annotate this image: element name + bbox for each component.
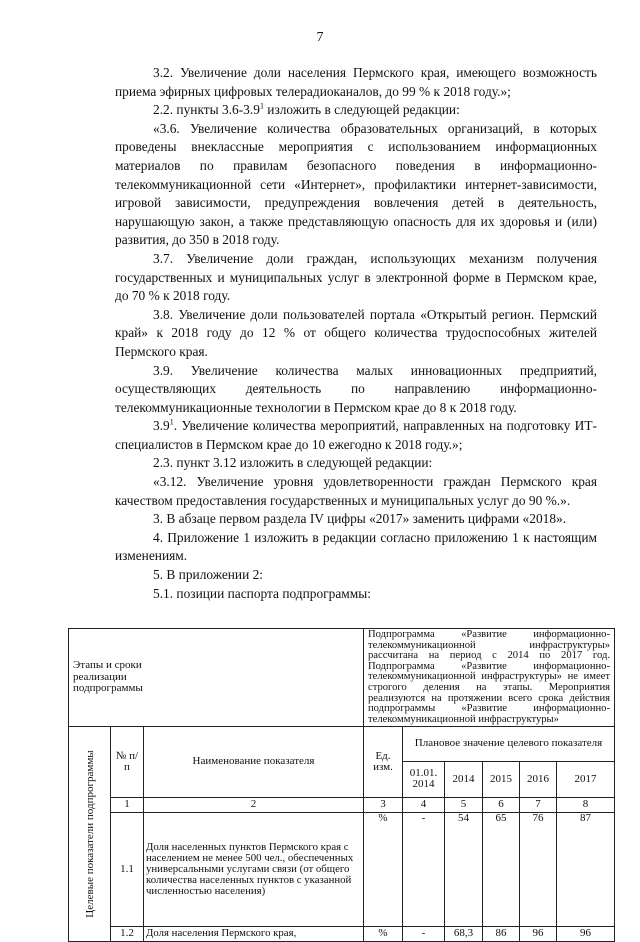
paragraph-text: Увеличение доли населения Пермского края, имеющего возможность приема эфирных цифровых телерадиоканалов, до 99 % к 2018 году.»; (115, 65, 597, 99)
column-number: 8 (557, 798, 615, 813)
row-unit: % (364, 812, 403, 926)
paragraph-3-9: 3.9. Увеличение количества малых инновационных предприятий, осуществляющих деятельность по направлению информационно-телекоммуникационные технологии в Пермском крае до 8 к 2018 году. (115, 362, 597, 415)
header-unit: Ед. изм. (364, 727, 403, 798)
row-unit: % (364, 926, 403, 941)
row-name: Доля населения Пермского края, (144, 926, 364, 941)
page-number: 7 (316, 30, 324, 45)
superscript: 1 (169, 417, 174, 427)
target-indicators-label-cell (69, 727, 111, 942)
header-year: 2016 (520, 761, 557, 797)
row-value: - (403, 926, 445, 941)
row-value: 76 (520, 812, 557, 926)
row-value: 65 (483, 812, 520, 926)
header-name: Наименование показателя (144, 727, 364, 798)
header-year: 2017 (557, 761, 615, 797)
paragraph-text: изложить в следующей редакции: (263, 102, 460, 118)
paragraph-5: 5. В приложении 2: (153, 567, 264, 583)
header-year: 2015 (483, 761, 520, 797)
paragraph-number: 3.2. (153, 65, 174, 80)
column-number: 4 (403, 798, 445, 813)
row-value: - (403, 812, 445, 926)
paragraph-3-12: «3.12. Увеличение уровня удовлетворенности граждан Пермского края качеством предоставления государственных и муниципальных услуг до 90 %.». (115, 474, 597, 508)
stages-label-cell (69, 629, 364, 727)
paragraph-3-6: «3.6. Увеличение количества образовательных организаций, в которых проведены внеклассные мероприятия с использованием информационных материалов по правилам безопасного поведения в информационно-телекоммуникационной сети «Интернет», профилактики интернет-зависимости, игровой зависимости, предупреждения вовлечения детей в деятельность, нарушающую закон, а также представляющую опасность для их здоровья и (или) развития, до 350 в 2018 году. (115, 120, 597, 248)
paragraph-2-2 (115, 101, 597, 120)
column-number: 5 (445, 798, 483, 813)
paragraph-5-1: 5.1. позиции паспорта подпрограммы: (153, 585, 371, 601)
document-body (115, 64, 597, 603)
column-number: 6 (483, 798, 520, 813)
paragraph-text: 2.2. пункты 3.6-3.9 (153, 102, 260, 118)
stages-label: Этапы и сроки реализации подпрограммы (73, 659, 143, 695)
paragraph-3-8: 3.8. Увеличение доли пользователей портала «Открытый регион. Пермский край» к 2018 году до 12 % от общего количества трудоспособных жителей Пермского края. (115, 306, 597, 359)
row-name: Доля населенных пунктов Пермского края с населением не менее 500 чел., обеспеченных универсальными услугами связи (от общего количества населенных пунктов с указанной численностью населения) (144, 812, 364, 926)
row-value: 68,3 (445, 926, 483, 941)
subprogram-description: Подпрограмма «Развитие информационно-телекоммуникационной инфраструктуры» рассчитана на период с 2014 по 2017 год. Подпрограмма «Развитие информационно-телекоммуникационной инфраструктуры» не имеет строгого деления на этапы. Мероприятия реализуются на протяжении всего срока действия подпрограммы «Развитие информационно-телекоммуникационной инфраструктуры» (364, 629, 615, 727)
paragraph-text: 3.9 (153, 418, 170, 434)
column-number: 7 (520, 798, 557, 813)
paragraph-2-3: 2.3. пункт 3.12 изложить в следующей редакции: (153, 455, 433, 471)
column-number: 2 (144, 798, 364, 813)
row-value: 87 (557, 812, 615, 926)
row-value: 96 (557, 926, 615, 941)
row-value: 96 (520, 926, 557, 941)
passport-table (68, 628, 615, 942)
header-num: № п/п (111, 727, 144, 798)
paragraph-4: 4. Приложение 1 изложить в редакции согласно приложению 1 к настоящим изменениям. (115, 529, 597, 564)
target-indicators-label: Целевые показатели подпрограммы (83, 750, 96, 919)
table-row (69, 926, 615, 941)
paragraph-3-7: 3.7. Увеличение доли граждан, использующих механизм получения государственных и муниципальных услуг в электронной форме в Пермском крае, до 70 % к 2018 году. (115, 250, 597, 304)
paragraph-text: . Увеличение количества мероприятий, направленных на подготовку ИТ-специалистов в Пермском крае до 10 ежегодно к 2018 году.»; (115, 418, 597, 452)
row-value: 54 (445, 812, 483, 926)
table-row (69, 812, 615, 926)
row-num: 1.1 (111, 812, 144, 926)
superscript: 1 (259, 101, 264, 111)
header-year: 2014 (445, 761, 483, 797)
header-planned: Плановое значение целевого показателя (403, 727, 615, 761)
row-num: 1.2 (111, 926, 144, 941)
header-year: 01.01. 2014 (403, 761, 445, 797)
row-value: 86 (483, 926, 520, 941)
paragraph-3-9-1 (115, 417, 597, 454)
paragraph-3-2 (115, 64, 597, 101)
paragraph-3: 3. В абзаце первом раздела IV цифры «2017» заменить цифрами «2018». (153, 511, 567, 527)
column-number: 3 (364, 798, 403, 813)
column-number: 1 (111, 798, 144, 813)
